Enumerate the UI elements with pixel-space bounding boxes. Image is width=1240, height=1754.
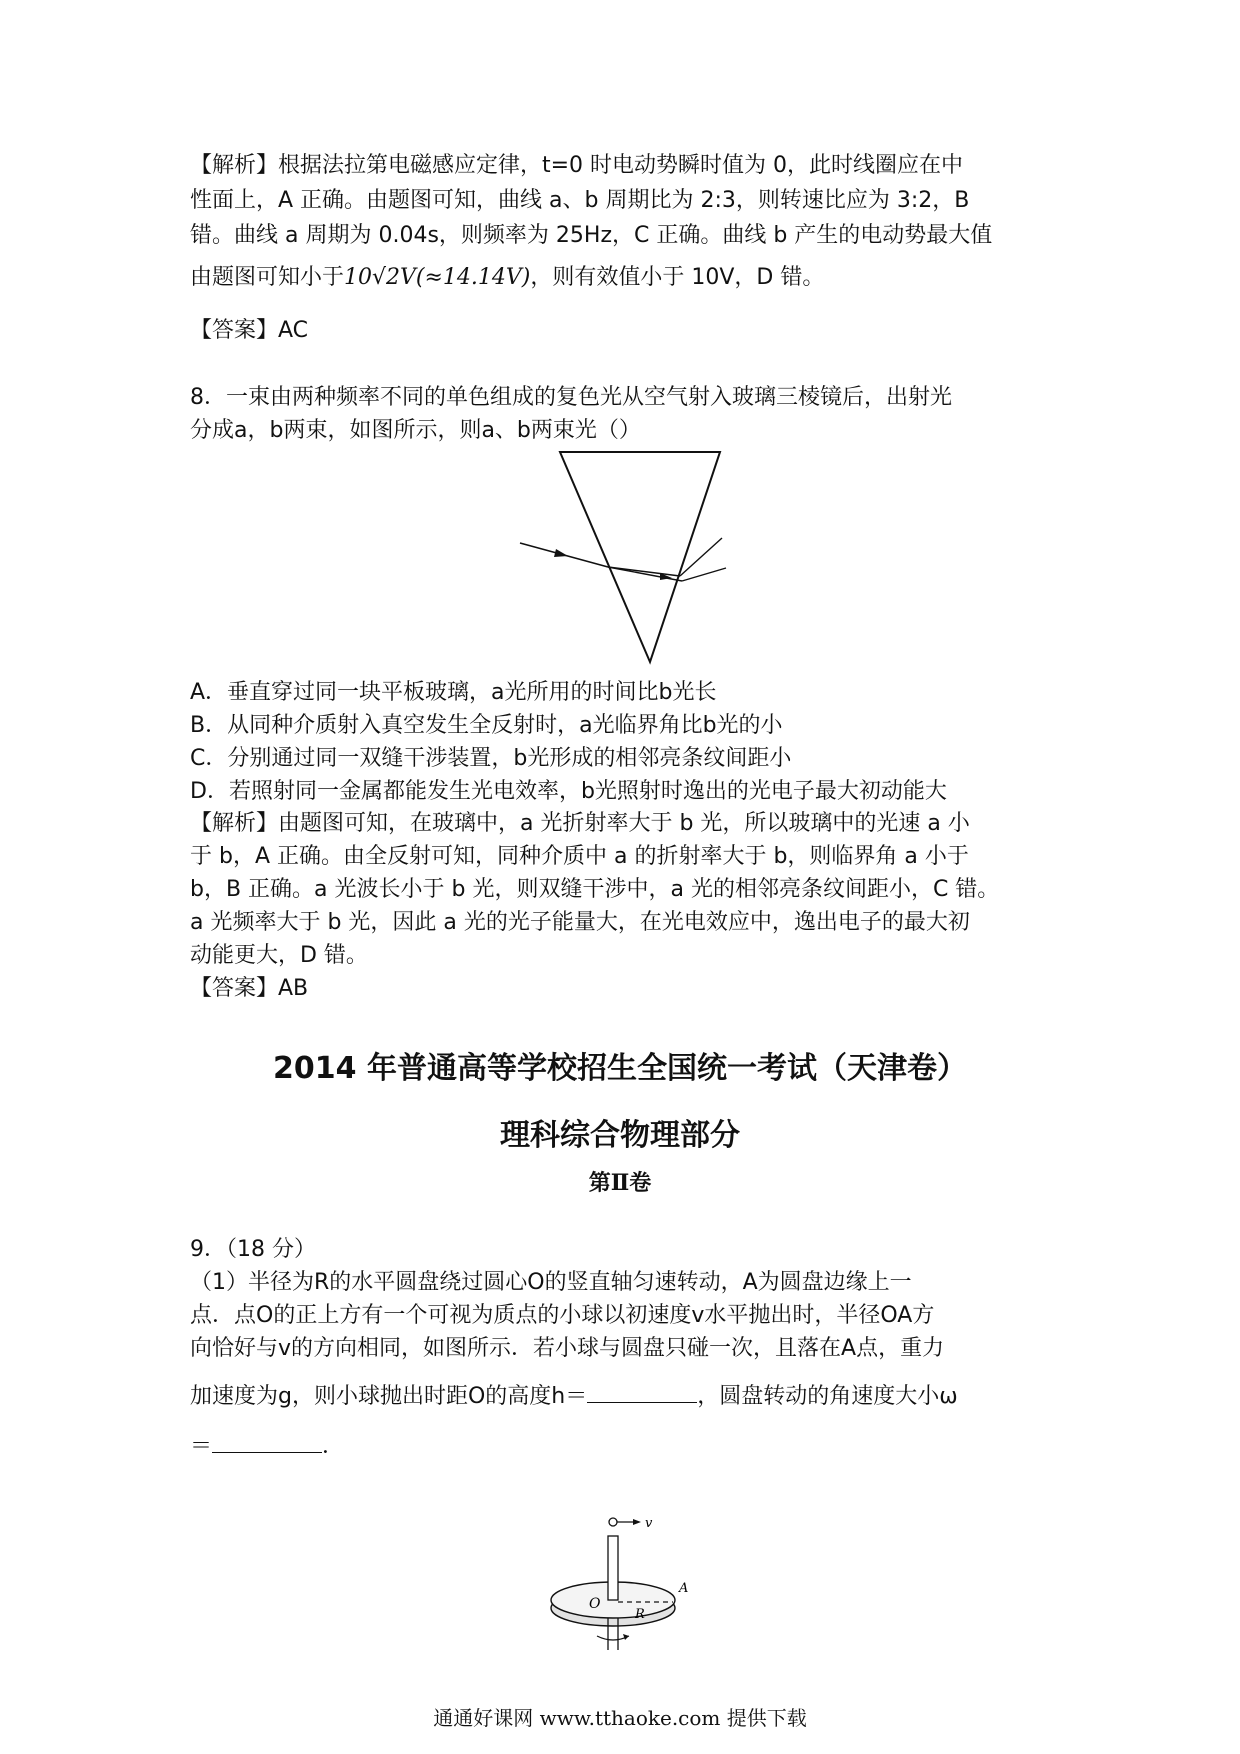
prism-diagram [500, 440, 740, 670]
q8-analysis-line-5: 动能更大，D 错。 [190, 943, 368, 968]
q9-line-3: 向恰好与v的方向相同，如图所示．若小球与圆盘只碰一次，且落在A点，重力 [190, 1336, 945, 1361]
q8-analysis-line-3: b，B 正确。a 光波长小于 b 光，则双缝干涉中，a 光的相邻亮条纹间距小，C 错。 [190, 877, 1000, 902]
emergent-ray-b [682, 568, 726, 581]
q8-option-d: D．若照射同一金属都能发生光电效率，b光照射时逸出的光电子最大初动能大 [190, 779, 947, 804]
q7-emf-expression: 10√2V(≈14.14V) [344, 265, 531, 290]
refracted-ray-b [608, 567, 682, 581]
q8-stem-line-1: 8．一束由两种频率不同的单色组成的复色光从空气射入玻璃三棱镜后，出射光 [190, 385, 952, 410]
prism-triangle [560, 452, 720, 662]
q9-line-4-text-b: ，圆盘转动的角速度大小ω [697, 1384, 958, 1409]
emergent-ray-a [680, 538, 722, 576]
q7-analysis-line-1: 【解析】根据法拉第电磁感应定律，t=0 时电动势瞬时值为 0，此时线圈应在中 [190, 153, 964, 178]
q7-analysis-line-2: 性面上，A 正确。由题图可知，曲线 a、b 周期比为 2:3，则转速比应为 3:2，B [190, 188, 970, 213]
label-v: v [645, 1516, 653, 1531]
q9-header: 9．（18 分） [190, 1237, 316, 1262]
q9-line-5-text-b: ． [322, 1434, 345, 1459]
q7-analysis-line-4-post: ，则有效值小于 10V，D 错。 [530, 265, 825, 290]
label-O: O [589, 1596, 601, 1612]
q8-stem-line-2: 分成a，b两束，如图所示，则a、b两束光（） [190, 418, 641, 443]
q7-analysis-line-4 [190, 262, 824, 294]
q8-option-a: A．垂直穿过同一块平板玻璃，a光所用的时间比b光长 [190, 680, 717, 705]
disc-diagram [545, 1510, 695, 1660]
q9-line-4-text-a: 加速度为g，则小球抛出时距O的高度h＝ [190, 1384, 588, 1409]
label-R: R [635, 1607, 645, 1622]
footer-source: 通通好课网 www.tthaoke.com 提供下载 [433, 1706, 807, 1730]
q8-option-c: C．分别通过同一双缝干涉装置，b光形成的相邻亮条纹间距小 [190, 746, 792, 771]
angular-velocity-answer-blank [212, 1430, 322, 1453]
exam-title: 2014 年普通高等学校招生全国统一考试（天津卷） [273, 1051, 967, 1086]
vertical-axle-top [608, 1536, 618, 1600]
height-answer-blank [587, 1380, 697, 1403]
q8-option-b: B．从同种介质射入真空发生全反射时，a光临界角比b光的小 [190, 713, 783, 738]
q8-analysis-line-2: 于 b，A 正确。由全反射可知，同种介质中 a 的折射率大于 b，则临界角 a 小于 [190, 844, 969, 869]
q7-analysis-line-3: 错。曲线 a 周期为 0.04s，则频率为 25Hz，C 正确。曲线 b 产生的电动势最大值 [190, 223, 993, 248]
incident-arrow [554, 549, 568, 557]
q9-line-1: （1）半径为R的水平圆盘绕过圆心O的竖直轴匀速转动，A为圆盘边缘上一 [190, 1270, 912, 1295]
q9-line-5 [190, 1430, 344, 1463]
q9-line-2: 点．点O的正上方有一个可视为质点的小球以初速度v水平抛出时，半径OA方 [190, 1303, 935, 1328]
exam-subtitle: 理科综合物理部分 [500, 1118, 740, 1153]
q9-line-5-text-a: ＝ [190, 1434, 213, 1459]
q9-line-4 [190, 1380, 958, 1413]
label-A: A [679, 1581, 689, 1596]
q8-answer: 【答案】AB [190, 976, 309, 1001]
ball [609, 1518, 617, 1526]
exam-part: 第Ⅱ卷 [588, 1170, 652, 1196]
q8-analysis-line-4: a 光频率大于 b 光，因此 a 光的光子能量大，在光电效应中，逸出电子的最大初 [190, 910, 970, 935]
q8-analysis-line-1: 【解析】由题图可知，在玻璃中，a 光折射率大于 b 光，所以玻璃中的光速 a 小 [190, 811, 970, 836]
q7-analysis-line-4-pre: 由题图可知小于 [190, 265, 345, 290]
q7-answer: 【答案】AC [190, 318, 309, 343]
